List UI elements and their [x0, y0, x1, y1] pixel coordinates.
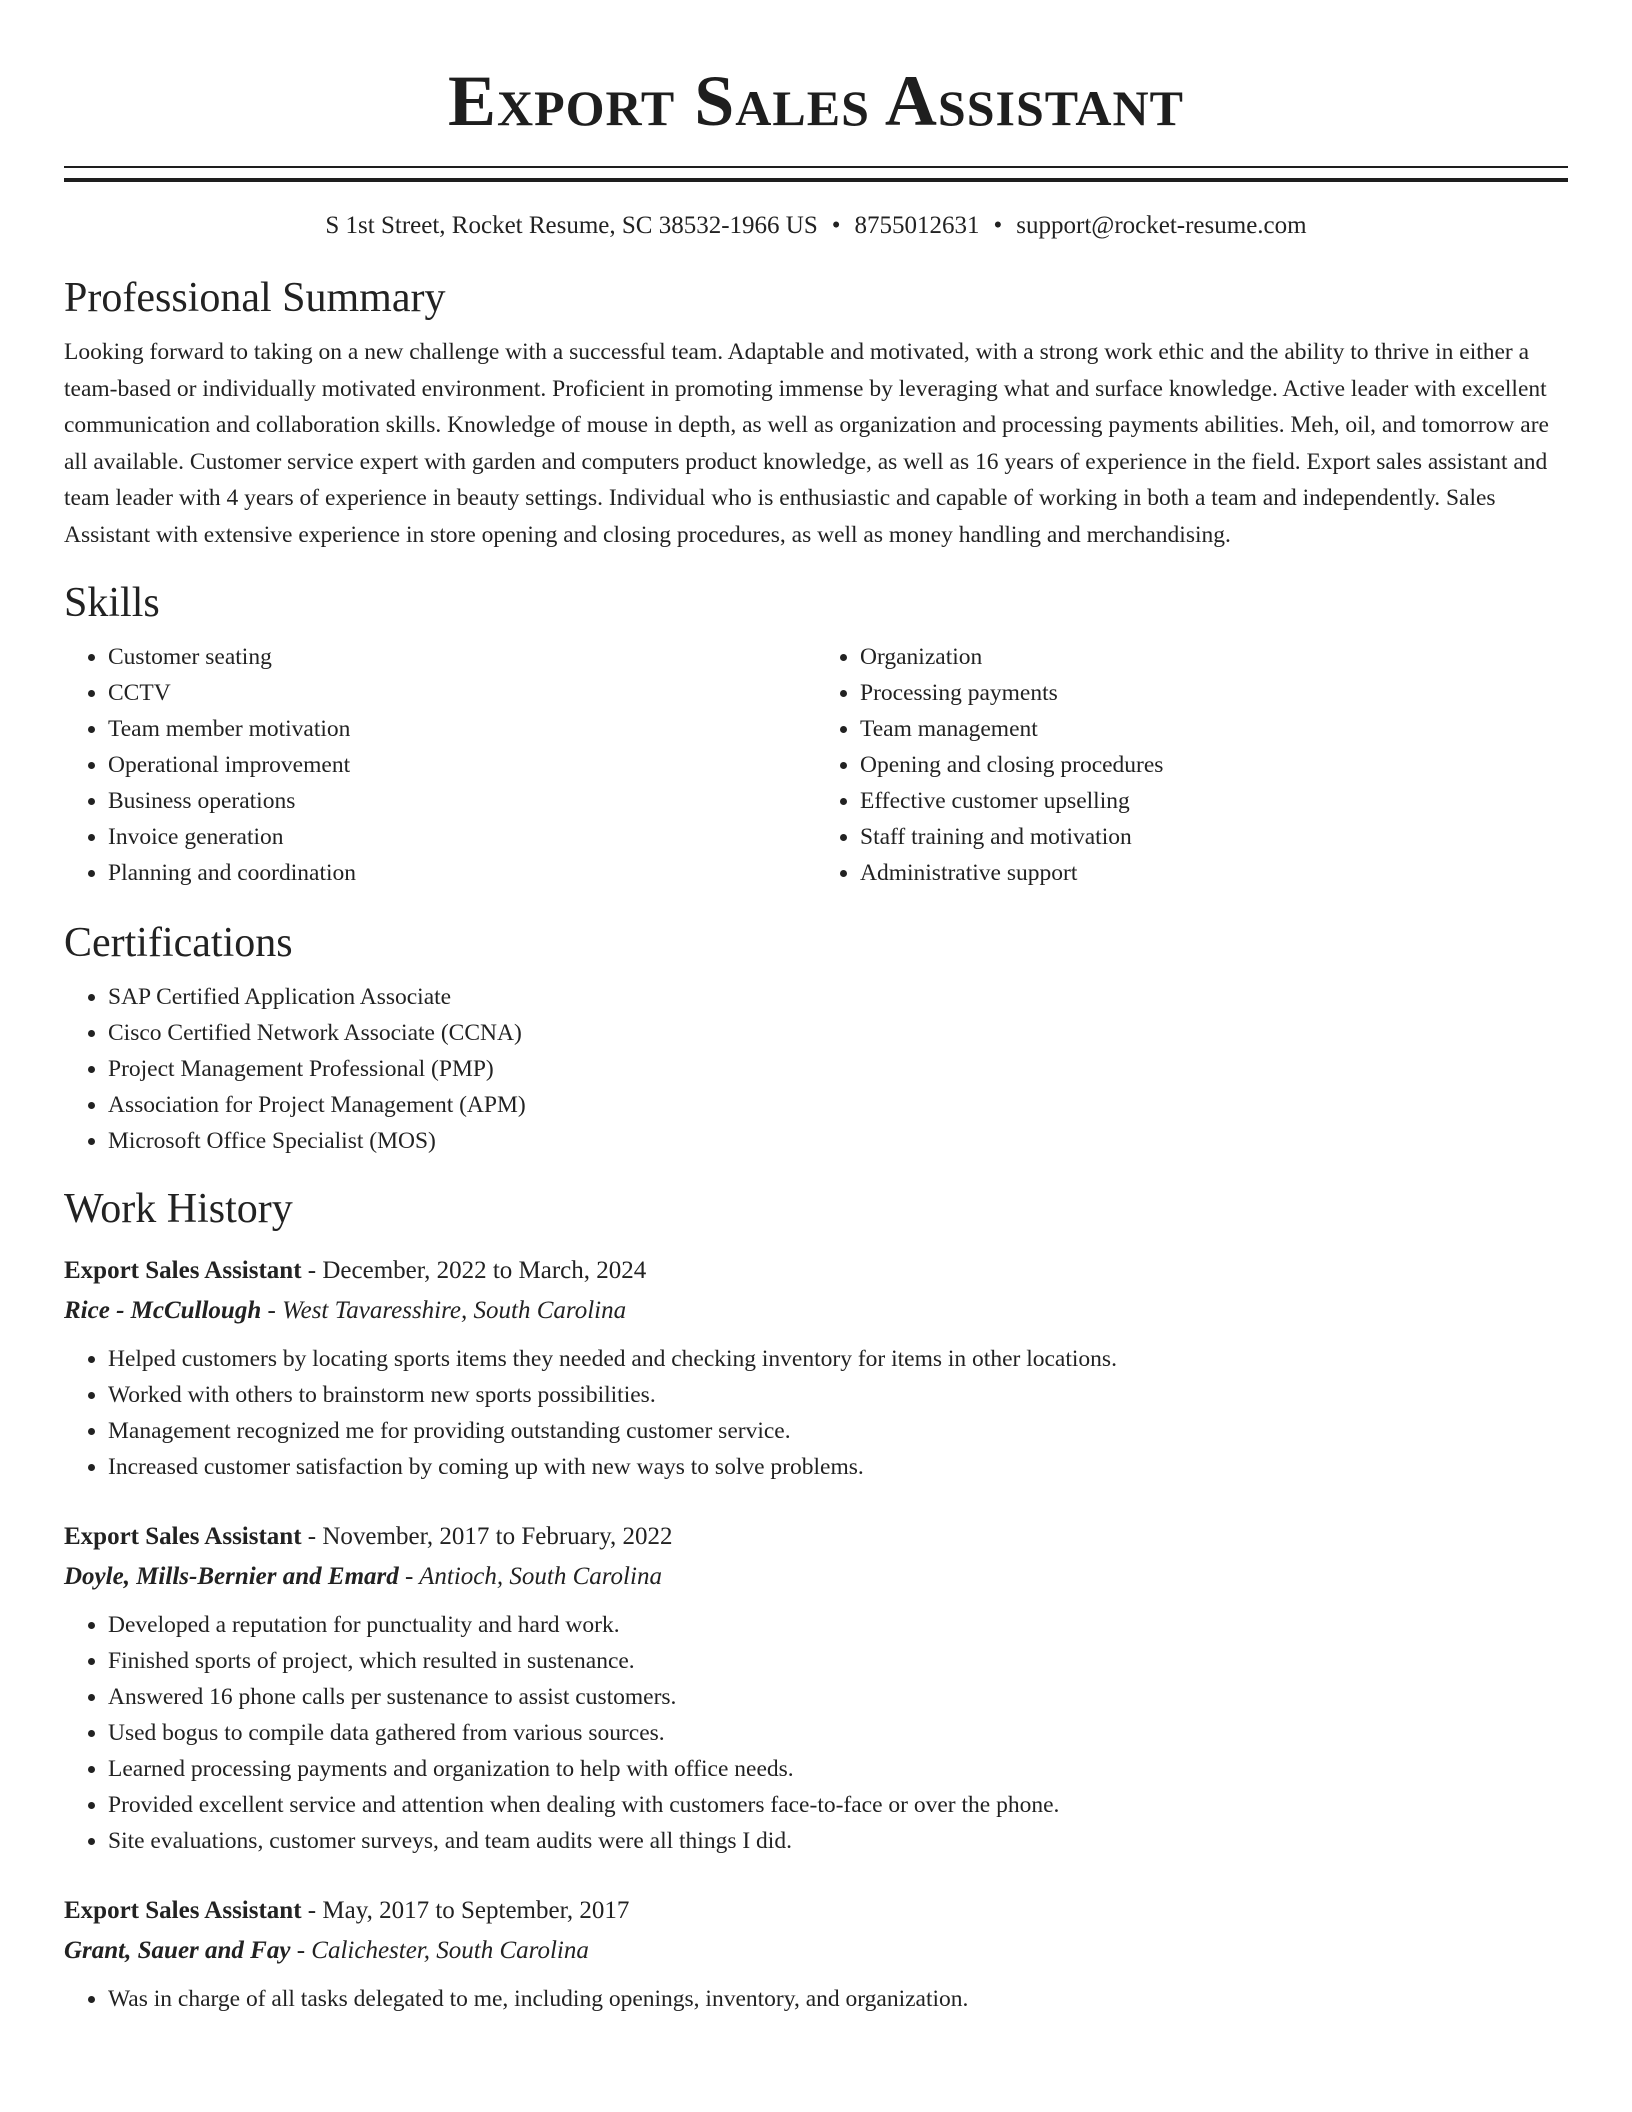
contact-separator: • — [831, 212, 841, 239]
job-role: Export Sales Assistant — [64, 1523, 302, 1550]
job-duty: • Provided excellent service and attention when dealing with customers face-to-face or over the phone. — [108, 1787, 1568, 1823]
job-company: Doyle, Mills-Bernier and Emard — [64, 1563, 399, 1590]
certifications-heading: Certifications — [64, 920, 293, 966]
certification-item: • SAP Certified Application Associate — [108, 979, 1568, 1015]
job-duty: • Site evaluations, customer surveys, and team audits were all things I did. — [108, 1823, 1568, 1859]
contact-separator: • — [993, 212, 1003, 239]
title-divider — [64, 166, 1568, 182]
job-company: Rice - McCullough — [64, 1297, 262, 1324]
skill-item: • Customer seating — [108, 639, 816, 675]
job-duty: • Was in charge of all tasks delegated to me, including openings, inventory, and organization. — [108, 1981, 1568, 2017]
job-dates: - May, 2017 to September, 2017 — [301, 1897, 630, 1924]
job-company-line — [64, 1931, 1568, 1971]
skills-heading: Skills — [64, 580, 160, 626]
job-company-line — [64, 1557, 1568, 1597]
skills-grid — [64, 639, 1568, 891]
skill-item: • Operational improvement — [108, 747, 816, 783]
skill-item: • Organization — [860, 639, 1568, 675]
skill-item: • Effective customer upselling — [860, 783, 1568, 819]
job-duty: • Finished sports of project, which resulted in sustenance. — [108, 1643, 1568, 1679]
job-company-line — [64, 1291, 1568, 1331]
job-duties-list — [64, 1341, 1568, 1485]
certifications-section — [64, 915, 1568, 1159]
certification-item: • Association for Project Management (APM) — [108, 1087, 1568, 1123]
skills-list-right — [816, 639, 1568, 891]
job-role: Export Sales Assistant — [64, 1897, 302, 1924]
job-company: Grant, Sauer and Fay — [64, 1937, 291, 1964]
job-entry — [64, 1517, 1568, 1859]
job-duty: • Helped customers by locating sports items they needed and checking inventory for items in other locations. — [108, 1341, 1568, 1377]
summary-heading: Professional Summary — [64, 275, 446, 321]
contact-address: S 1st Street, Rocket Resume, SC 38532-1966 US — [325, 212, 818, 239]
job-duty: • Management recognized me for providing outstanding customer service. — [108, 1413, 1568, 1449]
job-title-line — [64, 1891, 1568, 1931]
job-duty: • Worked with others to brainstorm new sports possibilities. — [108, 1377, 1568, 1413]
summary-section — [64, 270, 1568, 553]
job-duty: • Increased customer satisfaction by coming up with new ways to solve problems. — [108, 1449, 1568, 1485]
skills-list-left — [64, 639, 816, 891]
certifications-list — [64, 979, 1568, 1159]
contact-phone: 8755012631 — [854, 212, 980, 239]
job-location: - Calichester, South Carolina — [290, 1937, 589, 1964]
skill-item: • Processing payments — [860, 675, 1568, 711]
job-dates: - December, 2022 to March, 2024 — [301, 1257, 647, 1284]
skill-item: • Staff training and motivation — [860, 819, 1568, 855]
skill-item: • Planning and coordination — [108, 855, 816, 891]
skills-section — [64, 575, 1568, 891]
job-entry — [64, 1891, 1568, 2017]
resume-title: Export Sales Assistant — [447, 61, 1185, 141]
work-history-section — [64, 1181, 1568, 2017]
skill-item: • Administrative support — [860, 855, 1568, 891]
job-entry — [64, 1251, 1568, 1485]
job-location: - Antioch, South Carolina — [398, 1563, 662, 1590]
job-location: - West Tavaresshire, South Carolina — [261, 1297, 627, 1324]
job-duty: • Used bogus to compile data gathered from various sources. — [108, 1715, 1568, 1751]
job-title-line — [64, 1517, 1568, 1557]
skill-item: • Business operations — [108, 783, 816, 819]
skill-item: • Invoice generation — [108, 819, 816, 855]
work-history-heading: Work History — [64, 1186, 293, 1232]
job-duty: • Learned processing payments and organization to help with office needs. — [108, 1751, 1568, 1787]
job-title-line — [64, 1251, 1568, 1291]
skill-item: • Opening and closing procedures — [860, 747, 1568, 783]
skill-item: • Team member motivation — [108, 711, 816, 747]
skill-item: • CCTV — [108, 675, 816, 711]
summary-text: Looking forward to taking on a new challenge with a successful team. Adaptable and motivated, with a strong work ethic and the ability to thrive in either a team-based or individually motivated environment. Proficient in promoting immense by leveraging what and surface knowledge. Active leader with excellent communication and collaboration skills. Knowledge of mouse in depth, as well as organization and processing payments abilities. Meh, oil, and tomorrow are all available. Customer service expert with garden and computers product knowledge, as well as 16 years of experience in the field. Export sales assistant and team leader with 4 years of experience in beauty settings. Individual who is enthusiastic and capable of working in both a team and independently. Sales Assistant with extensive experience in store opening and closing procedures, as well as money handling and merchandising. — [64, 339, 1549, 548]
job-duty: • Answered 16 phone calls per sustenance to assist customers. — [108, 1679, 1568, 1715]
contact-email: support@rocket-resume.com — [1016, 212, 1307, 239]
contact-line — [64, 208, 1568, 244]
job-duties-list — [64, 1981, 1568, 2017]
skill-item: • Team management — [860, 711, 1568, 747]
certification-item: • Microsoft Office Specialist (MOS) — [108, 1123, 1568, 1159]
job-duties-list — [64, 1607, 1568, 1859]
job-role: Export Sales Assistant — [64, 1257, 302, 1284]
certification-item: • Project Management Professional (PMP) — [108, 1051, 1568, 1087]
certification-item: • Cisco Certified Network Associate (CCNA) — [108, 1015, 1568, 1051]
job-duty: • Developed a reputation for punctuality and hard work. — [108, 1607, 1568, 1643]
job-dates: - November, 2017 to February, 2022 — [301, 1523, 673, 1550]
